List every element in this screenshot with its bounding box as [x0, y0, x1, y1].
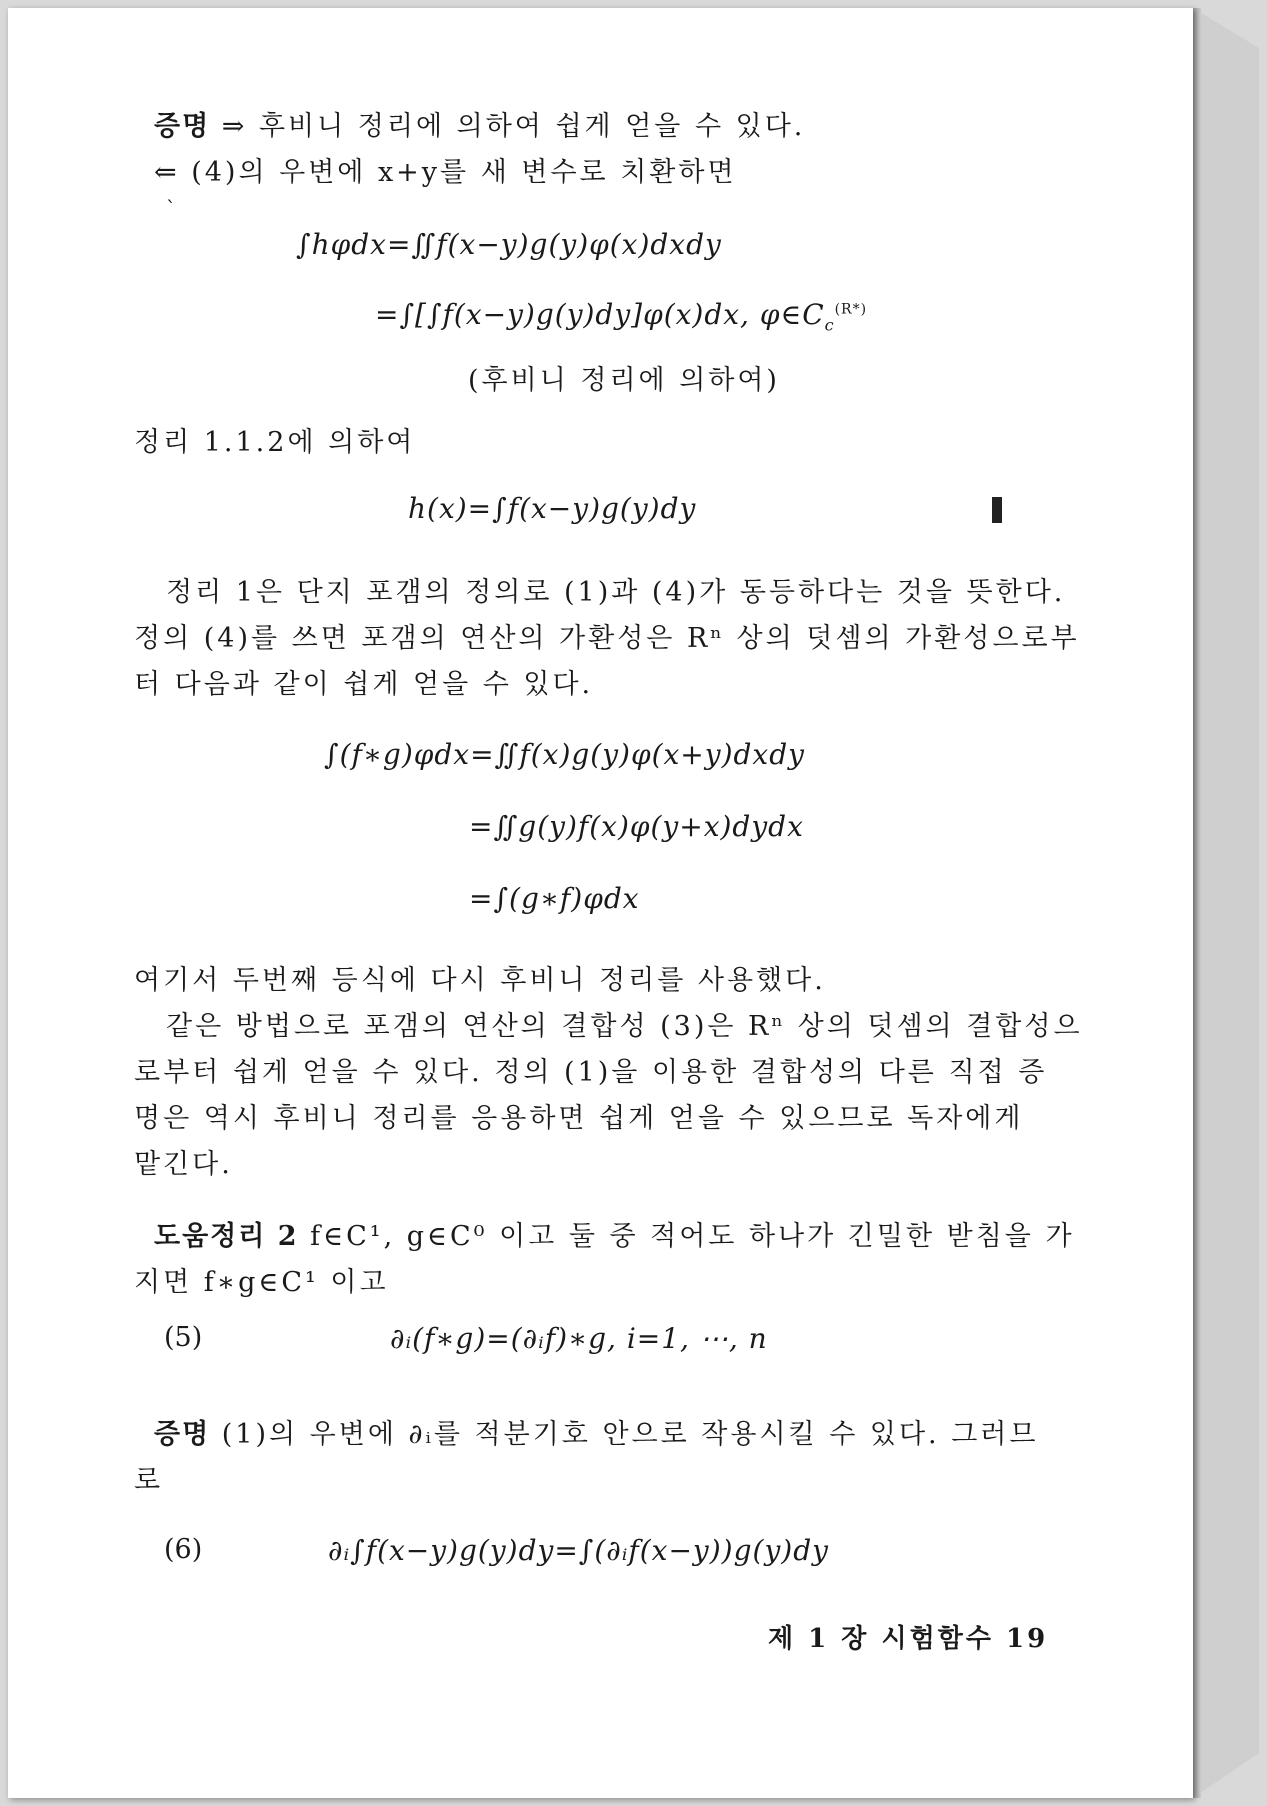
lemma-line-1 [154, 1214, 1075, 1253]
equation-3-line-2: =∬g(y)f(x)φ(y+x)dydx [469, 810, 804, 843]
equation-1-subscript: c [824, 315, 835, 335]
equation-5-number: (5) [164, 1322, 203, 1353]
paragraph-2-line-4: 명은 역시 후비니 정리를 응용하면 쉽게 얻을 수 있으므로 독자에게 [134, 1103, 1024, 1134]
equation-1-superscript: (R*) [834, 301, 868, 318]
equation-1-line-2-main: =∫[∫f(x−y)g(y)dy]φ(x)dx, φ∈C [375, 298, 825, 331]
proof-label: 증명 [154, 111, 211, 142]
paragraph-2-line-3: 로부터 쉽게 얻을 수 있다. 정의 (1)을 이용한 결합성의 다른 직접 증 [134, 1057, 1048, 1088]
theorem-reference-line: 정리 1.1.2에 의하여 [134, 427, 416, 458]
lemma-line-2: 지면 f∗g∈C¹ 이고 [134, 1267, 389, 1298]
paragraph-1-line-2: 정의 (4)를 쓰면 포갬의 연산의 가환성은 Rⁿ 상의 덧셈의 가환성으로부 [134, 623, 1080, 654]
equation-1-line-2 [375, 298, 867, 335]
equation-5: ∂ᵢ(f∗g)=(∂ᵢf)∗g, i=1, ⋯, n [390, 1322, 768, 1355]
proof-forward-line [154, 104, 805, 143]
qed-mark [992, 497, 1002, 523]
equation-3-line-1: ∫(f∗g)φdx=∬f(x)g(y)φ(x+y)dxdy [324, 738, 805, 771]
proof-backward-line: ⇐ (4)의 우변에 x+y를 새 변수로 치환하면 [154, 157, 737, 188]
page-footer: 제 1 장 시험함수 19 [768, 1624, 1049, 1654]
paragraph-2-line-1: 여기서 두번째 등식에 다시 후비니 정리를 사용했다. [134, 965, 826, 996]
lemma-statement-1: f∈C¹, g∈C⁰ 이고 둘 중 적어도 하나가 긴밀한 받침을 가 [310, 1221, 1075, 1252]
proof-2-line-2: 로 [134, 1465, 164, 1496]
equation-6: ∂ᵢ∫f(x−y)g(y)dy=∫(∂ᵢf(x−y))g(y)dy [328, 1534, 829, 1567]
paragraph-1-line-1: 정리 1은 단지 포갬의 정의로 (1)과 (4)가 동등하다는 것을 뜻한다. [166, 577, 1066, 608]
lemma-label: 도움정리 2 [154, 1221, 299, 1252]
proof-2-text: (1)의 우변에 ∂ᵢ를 적분기호 안으로 작용시킬 수 있다. 그러므 [221, 1419, 1039, 1450]
page-edge-shade [1193, 8, 1201, 1798]
proof-2-label: 증명 [154, 1419, 211, 1450]
equation-3-line-3: =∫(g∗f)φdx [469, 882, 640, 915]
paragraph-2-line-5: 맡긴다. [134, 1149, 233, 1180]
proof-2-line-1 [154, 1412, 1038, 1451]
page-edge [1193, 8, 1259, 1798]
paragraph-1-line-3: 터 다음과 같이 쉽게 얻을 수 있다. [134, 669, 594, 700]
equation-1-note: (후비니 정리에 의하여) [468, 365, 780, 396]
equation-6-number: (6) [164, 1534, 203, 1565]
equation-1-line-1: ∫hφdx=∬f(x−y)g(y)φ(x)dxdy [296, 228, 722, 261]
paragraph-2-line-2: 같은 방법으로 포갬의 연산의 결합성 (3)은 Rⁿ 상의 덧셈의 결합성으 [166, 1011, 1083, 1042]
book-page [8, 8, 1193, 1798]
stray-mark: ` [166, 196, 176, 220]
equation-2: h(x)=∫f(x−y)g(y)dy [408, 492, 697, 525]
proof-forward-text: ⇒ 후비니 정리에 의하여 쉽게 얻을 수 있다. [221, 111, 806, 142]
